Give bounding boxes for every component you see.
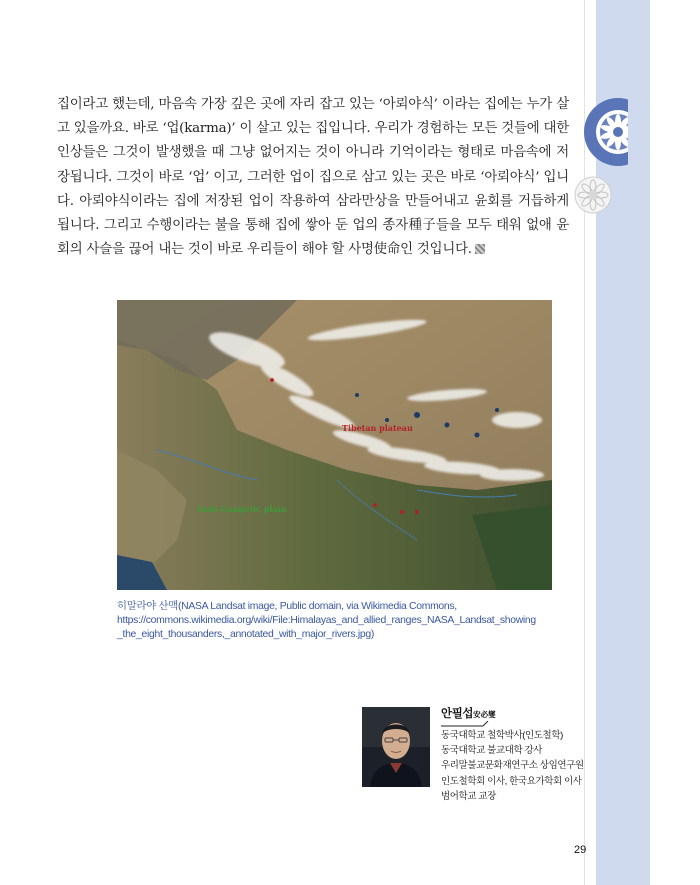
name-underline-icon — [441, 721, 489, 727]
caption-line: https://commons.wikimedia.org/wiki/File:Himalayas_and_allied_ranges_NASA_Landsat_showing — [117, 615, 536, 626]
caption-line: 히말라야 산맥(NASA Landsat image, Public domain, via Wikimedia Commons, — [117, 601, 457, 612]
author-name-row — [441, 704, 591, 726]
credential-item: 우리말불교문화재연구소 상임연구원 — [441, 760, 584, 772]
credential-item: 동국대학교 철학박사(인도철학) — [441, 730, 563, 741]
author-name-hanja: 安必燮 — [473, 710, 496, 719]
credential-item: 인도철학회 이사, 한국요가학회 이사 — [441, 775, 582, 787]
credential-item: 동국대학교 불교대학 강사 — [441, 745, 543, 757]
credential-item: 범어학교 교장 — [441, 790, 496, 802]
body-paragraph — [57, 93, 569, 262]
himalaya-satellite-map — [117, 300, 552, 590]
map-caption — [117, 600, 557, 642]
body-text: 집이라고 했는데, 마음속 가장 깊은 곳에 자리 잡고 있는 ‘아뢰야식’ 이라는 집에는 누가 살고 있을까요. 바로 ‘업(karma)’ 이 살고 있는 집입니다. 우리가 경험하는 모든 것들에 대한 인상들은 그것이 발생했을 때 그냥 없어지는 것이 아니라 기억이라는 형태로 마음속에 저장됩니다. 그것이 바로 ‘업’ 이고, 그러한 업이 집으로 삼고 있는 곳은 바로 ‘아뢰야식’ 입니다. 아뢰야식이라는 집에 저장된 업이 작용하여 삼라만상을 만들어내고 윤회를 거듭하게 됩니다. 그리고 수행이라는 불을 통해 집에 쌓아 둔 업의 종자種子들을 모두 태워 없애 윤회의 사슬을 끊어 내는 것이 바로 우리들이 해야 할 사명使命인 것입니다. — [57, 97, 569, 258]
lotus-emblem-outline-icon — [574, 176, 612, 214]
lotus-emblem-icon — [582, 96, 628, 168]
map-label-tibetan-plateau: Tibetan plateau — [342, 423, 413, 433]
author-bio — [441, 704, 591, 804]
author-photo — [362, 707, 430, 787]
author-credentials — [441, 728, 591, 804]
map-label-indo-gangetic-plain: Indo-Gangetic plain — [197, 504, 287, 514]
author-name: 안필섭 — [441, 708, 474, 720]
end-mark-icon — [475, 244, 485, 254]
page-number: 29 — [574, 844, 587, 856]
caption-line: _the_eight_thousanders,_annotated_with_major_rivers.jpg) — [117, 629, 375, 640]
